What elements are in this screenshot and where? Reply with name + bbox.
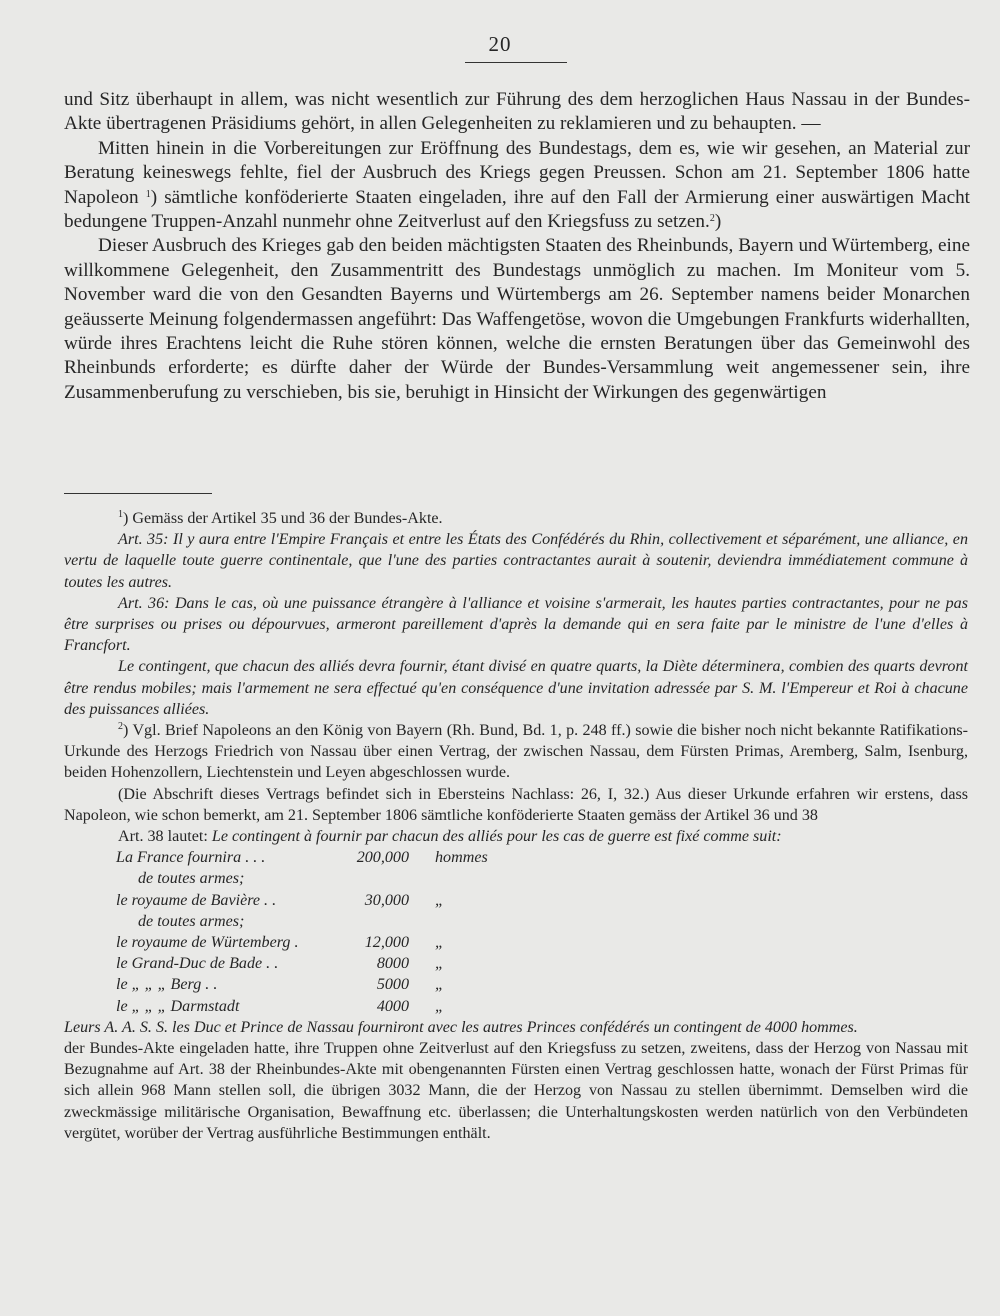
footnote-ref-1-paren: ) (150, 186, 158, 208)
article-35 (64, 529, 968, 593)
contingent-unit: „ (435, 934, 444, 952)
contingent-sub-row (116, 911, 515, 932)
contingent-row (116, 890, 515, 911)
article-36 (64, 593, 968, 657)
contingent-row (116, 847, 515, 868)
footnote-ref-2-paren: ) (714, 211, 722, 233)
contingent-row (116, 974, 515, 995)
contingent-who: le Grand-Duc de Bade . . (116, 955, 279, 973)
article-36-text: Dans le cas, où une puissance étrangère à l'alliance et voisine s'armerait, les hautes parties contractantes, pour ne pas être surprises ou prises ou dépourvues, armeront pareillement d'après la demande qui en sera faite par le ministre de l'une d'elles à Francfort. (64, 594, 968, 655)
closing-paragraph: Leurs A. A. S. S. les Duc et Prince de Nassau fourniront avec les autres Princes confédérés un contingent de 4000 hommes. (64, 1018, 858, 1036)
page-number-rule (465, 62, 567, 63)
article-36-label: Art. 36: (118, 594, 170, 612)
footnote-2-text: Vgl. Brief Napoleons an den König von Bayern (Rh. Bund, Bd. 1, p. 248 ff.) sowie die bisher noch nicht bekannte Ratifikations-Urkunde des Herzogs Friedrich von Nassau über einen Vertrag, der zwischen Nassau, dem Fürsten Primas, Aremberg, Salm, Isenburg, beiden Hohenzollern, Liechtenstein und Leyen abgeschlossen wurde. (64, 722, 968, 782)
paragraph-2-text: Mitten hinein in die Vorbereitungen zur Eröffnung des Bundestags, dem es, wie wir gesehen, an Material zur Beratung keineswegs fehlte, fiel der Ausbruch des Kriegs gegen Preussen. Schon am 21. September 1806 hatte Napoleon (64, 137, 970, 208)
contingent-unit: hommes (435, 849, 488, 867)
contingent-row (116, 953, 515, 974)
contingent-number: 200,000 (356, 849, 409, 867)
paragraph-2 (64, 137, 970, 235)
footnote-separator (64, 493, 212, 494)
contingent-who: La France fournira . . . (116, 849, 266, 867)
contingent-sub-row (116, 868, 515, 889)
footnote-1: $^1$) Gemäss der Artikel 35 und 36 der Bundes-Akte. (118, 509, 443, 527)
contingent-sub: de toutes armes; (138, 870, 245, 888)
page-number: 20 (488, 32, 512, 56)
footnotes (64, 508, 968, 1144)
contingent-paragraph: Le contingent, que chacun des alliés devra fournir, étant divisé en quatre quarts, la Diète déterminera, combien des quarts devront être rendus mobiles; mais l'armement ne sera effectué qu'en conséquence d'une invitation adressée par S. M. l'Empereur et Roi à chacune des puissances alliées. (64, 658, 968, 718)
contingent-who: le royaume de Würtemberg . (116, 934, 299, 952)
paragraph-1: und Sitz überhaupt in allem, was nicht wesentlich zur Führung des dem herzoglichen Haus Nassau in der Bundes-Akte übertragenen Präsidiums gehört, in allen Gelegenheiten zu reklamieren und zu behaupten. — (64, 89, 970, 135)
footnote-1-text: Gemäss der Artikel 35 und 36 der Bundes-Akte. (132, 510, 443, 527)
footnote-ref-1: 1 (145, 188, 151, 200)
contingent-number: 12,000 (364, 934, 409, 952)
contingent-number: 4000 (376, 997, 409, 1015)
footnote-2-mark: 2 (118, 721, 123, 733)
final-paragraph: der Bundes-Akte eingeladen hatte, ihre Truppen ohne Zeitverlust auf den Kriegsfuss zu setzen, zweitens, dass der Herzog von Nassau mit Bezugnahme auf Art. 38 der Rheinbundes-Akte mit obengenannten Fürsten einen Vertrag geschlossen hatte, wonach der Fürst Primas für sich allein 968 Mann stellen soll, die übrigen 3032 Mann, die der Herzog von Nassau zu stellen übernimmt. Demselben wird die zweckmässige militärische Organisation, Bewaffnung etc. überlassen; die Unterhaltungskosten werden natürlich von den Verbündeten vergütet, worüber der Vertrag ausführliche Bestimmungen enthält. (64, 1040, 968, 1142)
article-38-text: Le contingent à fournir par chacun des alliés pour les cas de guerre est fixé comme suit: (211, 828, 782, 846)
footnote-2: $^2$) Vgl. Brief Napoleons an den König von Bayern (Rh. Bund, Bd. 1, p. 248 ff.) sowie die bisher noch nicht bekannte Ratifikations-Urkunde des Herzogs Friedrich von Nassau über einen Vertrag, der zwischen Nassau, dem Fürsten Primas, Aremberg, Salm, Isenburg, beiden Hohenzollern, Liechtenstein und Leyen abgeschlossen wurde. (64, 721, 968, 782)
contingent-who: le royaume de Bavière . . (116, 891, 277, 909)
contingent-row (116, 996, 515, 1017)
contingent-unit: „ (435, 955, 444, 973)
main-text (64, 88, 970, 405)
abschrift-paragraph: (Die Abschrift dieses Vertrags befindet sich in Ebersteins Nachlass: 26, I, 32.) Aus dieser Urkunde erfahren wir erstens, dass Napoleon, wie schon bemerkt, am 21. September 1806 sämtliche konföderierte Staaten gemäss der Artikel 36 und 38 (64, 785, 968, 824)
contingent-who: le „ „ „ Darmstadt (116, 997, 240, 1015)
contingent-row (116, 932, 515, 953)
contingent-sub: de toutes armes; (138, 912, 245, 930)
paragraph-3: Dieser Ausbruch des Krieges gab den beiden mächtigsten Staaten des Rheinbunds, Bayern und Würtemberg, eine willkommene Gelegenheit, den Zusammentritt des Bundestags unmöglich zu machen. Im Moniteur vom 5. November ward die von den Gesandten Bayerns und Würtembergs am 26. September namens beider Monarchen geäusserte Meinung folgendermassen angeführt: Das Waffengetöse, wovon die Umgebungen Frankfurts widerhallten, würde ihres Erachtens leicht die Ruhe stören können, welche die ernsten Beratungen über das Gemeinwohl des Rheinbunds erforderte; es dürfte daher der Würde der Bundes-Versammlung weit angemessener sein, ihre Zusammenberufung zu verschieben, bis sie, beruhigt in Hinsicht der Wirkungen des gegenwärtigen (64, 235, 970, 403)
contingent-number: 5000 (376, 976, 409, 994)
paragraph-2-cont: sämtliche konföderierte Staaten eingeladen, ihre auf den Fall der Armierung einer auswärtigen Macht bedungene Truppen-Anzahl nunmehr ohne Zeitverlust auf den Kriegsfuss zu setzen. (64, 186, 971, 233)
article-35-text: Il y aura entre l'Empire Français et entre les États des Confédérés du Rhin, collectivement et séparément, une alliance, en vertu de laquelle toute guerre continentale, que l'une des parties contractantes aurait à soutenir, deviendra immédiatement commune à toutes les autres. (64, 531, 968, 591)
contingent-unit: „ (435, 891, 444, 909)
contingent-unit: „ (435, 997, 444, 1015)
article-38-label: Art. 38 lautet: (118, 828, 208, 846)
contingent-table (116, 847, 515, 1017)
footnote-1-mark: 1 (118, 509, 123, 520)
article-38 (64, 826, 968, 847)
footnote-ref-2: 2 (709, 213, 715, 225)
contingent-number: 8000 (376, 955, 409, 973)
article-35-label: Art. 35: (118, 531, 169, 549)
contingent-who: le „ „ „ Berg . . (116, 976, 218, 994)
contingent-unit: „ (435, 976, 444, 994)
contingent-number: 30,000 (364, 891, 409, 909)
